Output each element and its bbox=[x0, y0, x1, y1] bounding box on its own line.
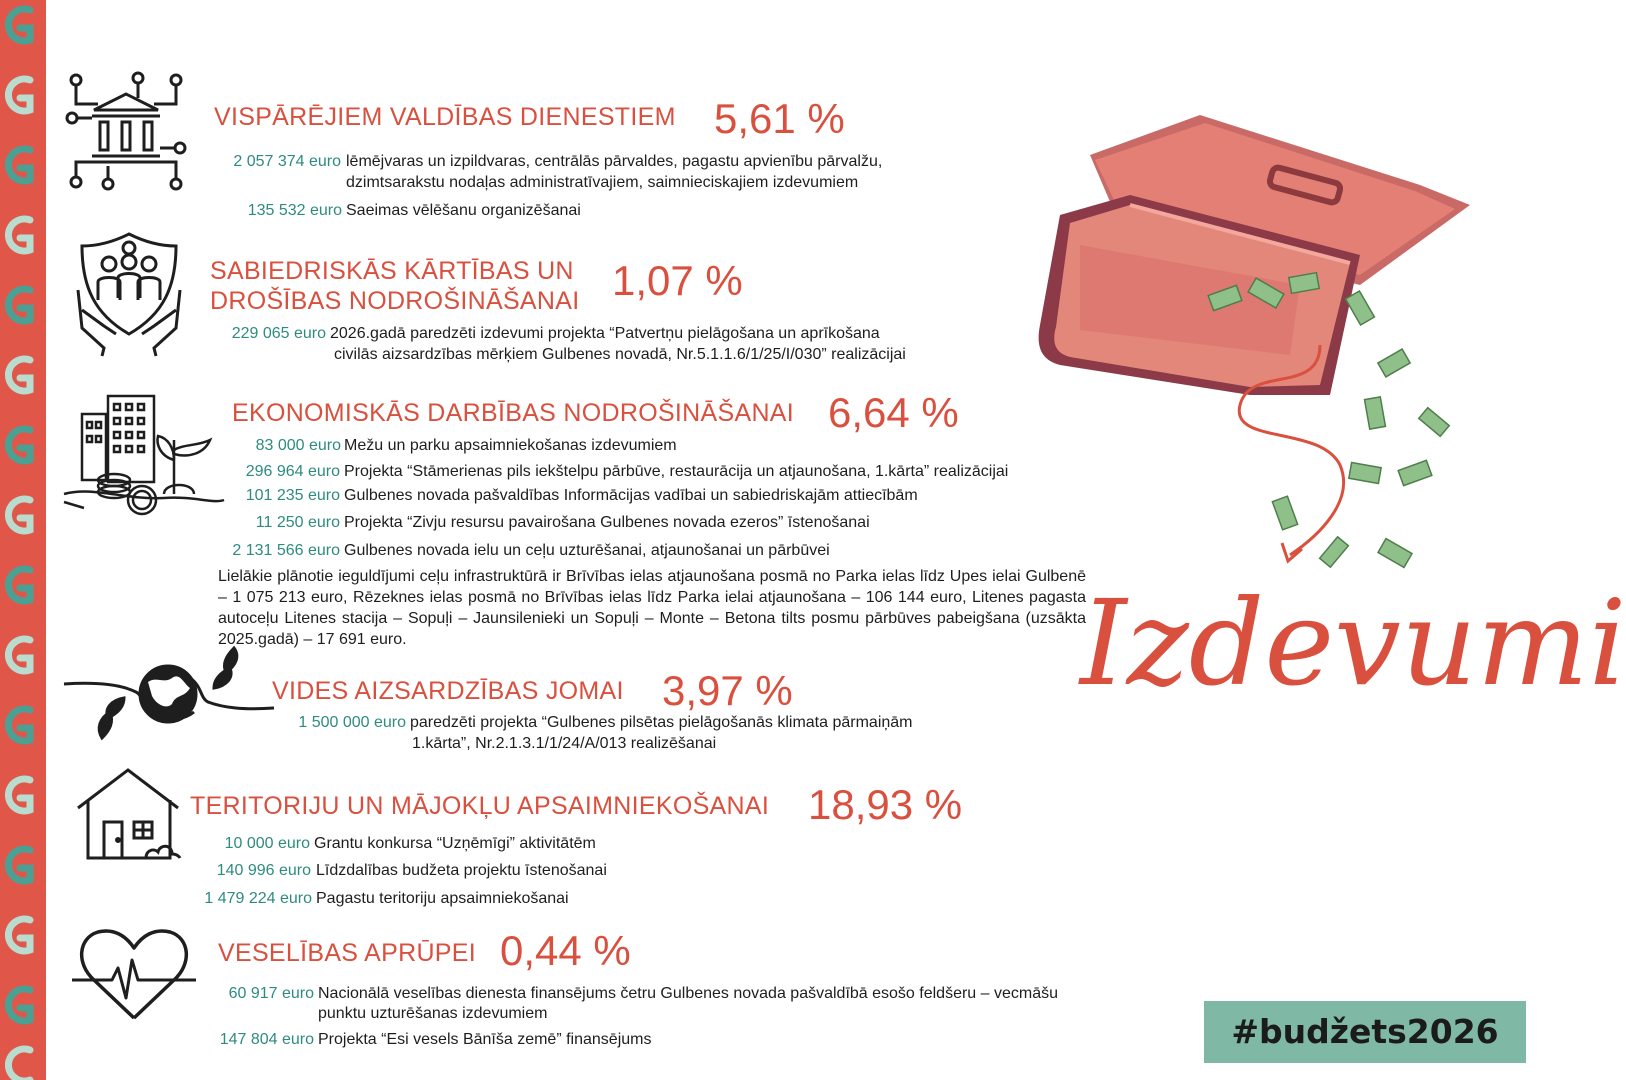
amount-label: 101 235 euro bbox=[245, 487, 340, 504]
hashtag-badge: #budžets2026 bbox=[1204, 1001, 1526, 1063]
amount-label: 140 996 euro bbox=[216, 862, 311, 879]
item-description: Gulbenes novada ielu un ceļu uzturēšanai, atjaunošanai un pārbūvei bbox=[344, 542, 830, 559]
amount-label: 60 917 euro bbox=[228, 985, 314, 1002]
amount-label: 147 804 euro bbox=[219, 1031, 314, 1048]
amount-label: 1 479 224 euro bbox=[204, 890, 312, 907]
globe-hands-leaves-icon bbox=[64, 648, 274, 749]
headline-izdevumi: Izdevumi bbox=[1080, 574, 1626, 712]
item-description: Saeimas vēlēšanu organizēšanai bbox=[346, 202, 581, 219]
people-shield-hands-icon bbox=[74, 230, 184, 363]
item-description: Gulbenes novada pašvaldības Informācijas vadībai un sabiedriskajām attiecībām bbox=[344, 487, 918, 504]
amount-label: 2 057 374 euro bbox=[233, 153, 341, 170]
item-description: dzimtsarakstu nodaļas administratīvajiem, saimnieciskajiem izdevumiem bbox=[346, 174, 859, 191]
item-description: Līdzdalības budžeta projektu īstenošanai bbox=[316, 862, 607, 879]
section-title-general-government: VISPĀRĒJIEM VALDĪBAS DIENESTIEM bbox=[214, 103, 676, 131]
section-title-environment: VIDES AIZSARDZĪBAS JOMAI bbox=[272, 677, 624, 705]
item-description: civilās aizsardzības mērķiem Gulbenes novadā, Nr.5.1.1.6/1/25/I/030” realizācijai bbox=[334, 346, 906, 363]
section-percent-economic: 6,64 % bbox=[828, 389, 959, 436]
roads-investment-paragraph: Lielākie plānotie ieguldījumi ceļu infrastruktūrā ir Brīvības ielas atjaunošana posmā no Parka ielas līdz Upes ielai Gulbenē – 1 075 213 euro, Rēzeknes ielas posmā no Brīvības ielas līdz Parka ielai atjaunošana – 106 144 euro, Litenes pagasta autoceļu Litenes stacija – Sopuļi – Jaunsilenieki un Sopuļi – Monte – Betona tilts posmu pārbūves pabeigšana (uzsākta 2025.gadā) – 17 691 euro. bbox=[218, 568, 1086, 648]
amount-label: 2 131 566 euro bbox=[232, 542, 340, 559]
section-title-territories: TERITORIJU UN MĀJOKĻU APSAIMNIEKOŠANAI bbox=[190, 792, 770, 820]
amount-label: 10 000 euro bbox=[224, 835, 310, 852]
amount-label: 11 250 euro bbox=[255, 514, 340, 531]
section-percent-territories: 18,93 % bbox=[808, 781, 963, 828]
item-description: Grantu konkursa “Uzņēmīgi” aktivitātēm bbox=[314, 835, 596, 852]
section-title-public-order-line2: DROŠĪBAS NODROŠINĀŠANAI bbox=[210, 287, 580, 315]
item-description: punktu uzturēšanas izdevumiem bbox=[318, 1005, 548, 1022]
item-description: Projekta “Stāmerienas pils iekštelpu pārbūve, restaurācija un atjaunošana, 1.kārta” realizācijai bbox=[344, 463, 1009, 480]
amount-label: 135 532 euro bbox=[247, 202, 342, 219]
item-description: 2026.gadā paredzēti izdevumi projekta “Patvertņu pielāgošana un aprīkošana bbox=[330, 325, 880, 342]
section-title-public-order-line1: SABIEDRISKĀS KĀRTĪBAS UN bbox=[210, 257, 574, 285]
section-percent-environment: 3,97 % bbox=[662, 667, 793, 714]
item-description: Projekta “Zivju resursu pavairošana Gulbenes novada ezeros” īstenošanai bbox=[344, 514, 870, 531]
section-percent-health: 0,44 % bbox=[500, 927, 631, 974]
amount-label: 229 065 euro bbox=[231, 325, 326, 342]
decorative-pattern-strip bbox=[0, 0, 46, 1080]
g-letter-pattern-icon bbox=[0, 0, 46, 1080]
item-description: paredzēti projekta “Gulbenes pilsētas pielāgošanās klimata pārmaiņām bbox=[410, 714, 913, 731]
section-title-health: VESELĪBAS APRŪPEI bbox=[218, 939, 476, 967]
item-description: Nacionālā veselības dienesta finansējums četru Gulbenes novada pašvaldībā esošo feldšeru – vecmāšu bbox=[318, 985, 1058, 1002]
government-building-circuit-icon bbox=[64, 70, 188, 199]
item-description: lēmējvaras un izpildvaras, centrālās pārvaldes, pagastu apvienību pārvalžu, bbox=[346, 153, 883, 170]
city-coins-plant-icon bbox=[64, 390, 224, 525]
item-description: Pagastu teritoriju apsaimniekošanai bbox=[316, 890, 569, 907]
open-suitcase-money-icon bbox=[1000, 105, 1500, 600]
section-title-economic: EKONOMISKĀS DARBĪBAS NODROŠINĀŠANAI bbox=[232, 399, 795, 427]
section-percent-public-order: 1,07 % bbox=[612, 257, 743, 304]
amount-label: 296 964 euro bbox=[245, 463, 340, 480]
section-percent-general-government: 5,61 % bbox=[714, 95, 845, 142]
house-icon bbox=[76, 768, 182, 865]
item-description: Mežu un parku apsaimniekošanas izdevumiem bbox=[344, 437, 677, 454]
amount-label: 83 000 euro bbox=[255, 437, 341, 454]
item-description: Projekta “Esi vesels Bānīša zemē” finansējums bbox=[318, 1031, 652, 1048]
heart-pulse-icon bbox=[72, 924, 196, 1027]
item-description: 1.kārta”, Nr.2.1.3.1/1/24/A/013 realizēšanai bbox=[412, 735, 717, 752]
amount-label: 1 500 000 euro bbox=[298, 714, 406, 731]
